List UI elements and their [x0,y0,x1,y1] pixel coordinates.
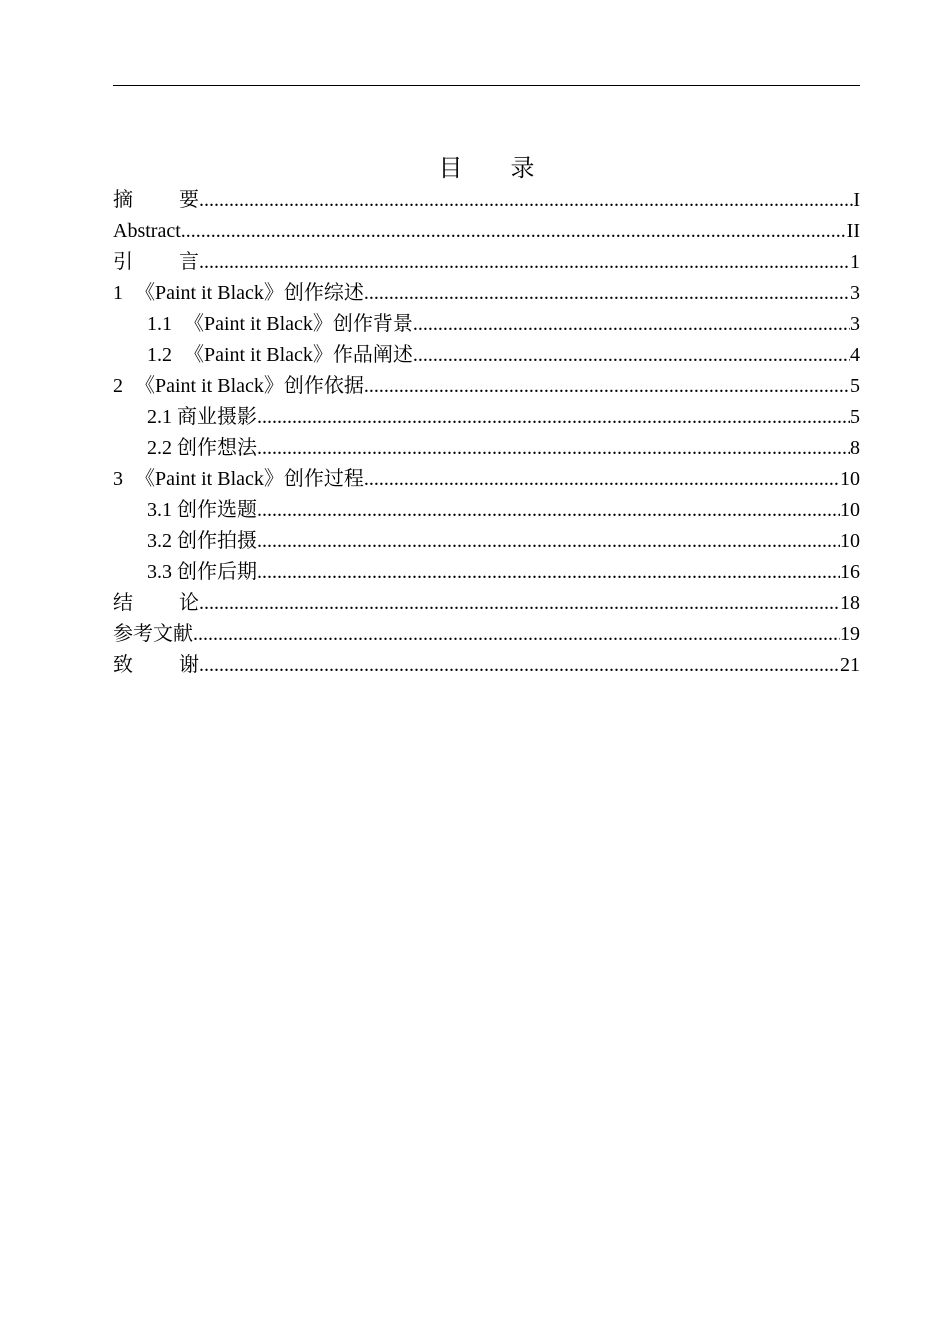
toc-entry-page: 10 [840,468,860,490]
toc-entry-page: 3 [850,313,860,335]
toc-entry-page: 5 [850,375,860,397]
toc-entry-label [113,278,364,309]
toc-leader-dots [193,619,840,650]
toc-leader-dots [181,216,847,247]
header-rule [113,85,860,86]
toc-entry-section-1-1[interactable] [113,309,860,340]
toc-entry-char: 引 [113,251,133,273]
toc-entry-number: 2 [113,375,123,397]
toc-entry-section-3-1[interactable] [113,495,860,526]
toc-entry-chapter-1[interactable] [113,278,860,309]
toc-leader-dots [199,588,840,619]
toc-entry-label [113,464,364,495]
toc-entry-section-3-3[interactable] [113,557,860,588]
toc-entry-char: 谢 [179,654,199,676]
toc-entry-section-2-1[interactable] [113,402,860,433]
toc-entry-page: 4 [850,344,860,366]
toc-entry-label: 2.1 商业摄影 [147,406,257,428]
toc-leader-dots [257,402,850,433]
toc-leader-dots [199,247,850,278]
toc-entry-label [113,588,199,619]
toc-entry-page: 18 [840,592,860,614]
toc-leader-dots [413,340,850,371]
toc-entry-page: 10 [840,499,860,521]
toc-entry-page: I [853,189,860,211]
toc-entry-number: 3 [113,468,123,490]
toc-entry-char: 言 [179,251,199,273]
toc-entry-page: 19 [840,623,860,645]
toc-entry-section-2-2[interactable] [113,433,860,464]
toc-entry-label [113,185,199,216]
toc-entry-page: 8 [850,437,860,459]
toc-leader-dots [257,557,840,588]
toc-entry-char: 结 [113,592,133,614]
toc-entry-page: 5 [850,406,860,428]
toc-leader-dots [413,309,850,340]
toc-entry-label: 2.2 创作想法 [147,437,257,459]
toc-entry-page: 21 [840,654,860,676]
toc-entry-label [113,247,199,278]
toc-entry-label [147,340,413,371]
toc-title-char-1: 目 [438,154,463,182]
toc-leader-dots [364,371,850,402]
toc-entry-abstract-cn[interactable] [113,185,860,216]
toc-entry-label: 3.3 创作后期 [147,561,257,583]
toc-entry-title: 《Paint it Black》作品阐述 [184,344,413,366]
toc-entry-title: 《Paint it Black》创作过程 [135,468,364,490]
toc-entry-chapter-2[interactable] [113,371,860,402]
toc-entry-chapter-3[interactable] [113,464,860,495]
toc-entry-page: 10 [840,530,860,552]
toc-leader-dots [257,526,840,557]
toc-entry-char: 要 [179,189,199,211]
toc-leader-dots [257,495,840,526]
toc-entry-acknowledgements[interactable] [113,650,860,681]
toc-entry-label: 3.1 创作选题 [147,499,257,521]
toc-entry-page: 16 [840,561,860,583]
toc-entry-section-1-2[interactable] [113,340,860,371]
toc-entry-label: 3.2 创作拍摄 [147,530,257,552]
toc-entry-label [147,309,413,340]
toc-entry-label [113,650,199,681]
toc-entry-page: 1 [850,251,860,273]
toc-leader-dots [199,650,840,681]
toc-leader-dots [364,278,850,309]
toc-entry-references[interactable] [113,619,860,650]
toc-entry-number: 1 [113,282,123,304]
toc-entry-page: II [846,220,860,242]
toc-entry-title: 《Paint it Black》创作依据 [135,375,364,397]
toc-list [113,185,860,681]
toc-entry-title: 《Paint it Black》创作综述 [135,282,364,304]
toc-title [113,150,860,186]
toc-leader-dots [257,433,850,464]
toc-entry-number: 1.2 [147,344,172,366]
toc-entry-char: 摘 [113,189,133,211]
toc-entry-char: 致 [113,654,133,676]
toc-title-char-2: 录 [510,154,535,182]
toc-entry-label: Abstract [113,220,181,242]
toc-leader-dots [364,464,840,495]
toc-entry-number: 1.1 [147,313,172,335]
toc-entry-char: 论 [179,592,199,614]
toc-entry-label [113,371,364,402]
toc-entry-page: 3 [850,282,860,304]
toc-entry-section-3-2[interactable] [113,526,860,557]
toc-leader-dots [199,185,853,216]
toc-entry-conclusion[interactable] [113,588,860,619]
toc-entry-introduction[interactable] [113,247,860,278]
toc-entry-label: 参考文献 [113,623,193,645]
toc-entry-abstract-en[interactable] [113,216,860,247]
toc-entry-title: 《Paint it Black》创作背景 [184,313,413,335]
